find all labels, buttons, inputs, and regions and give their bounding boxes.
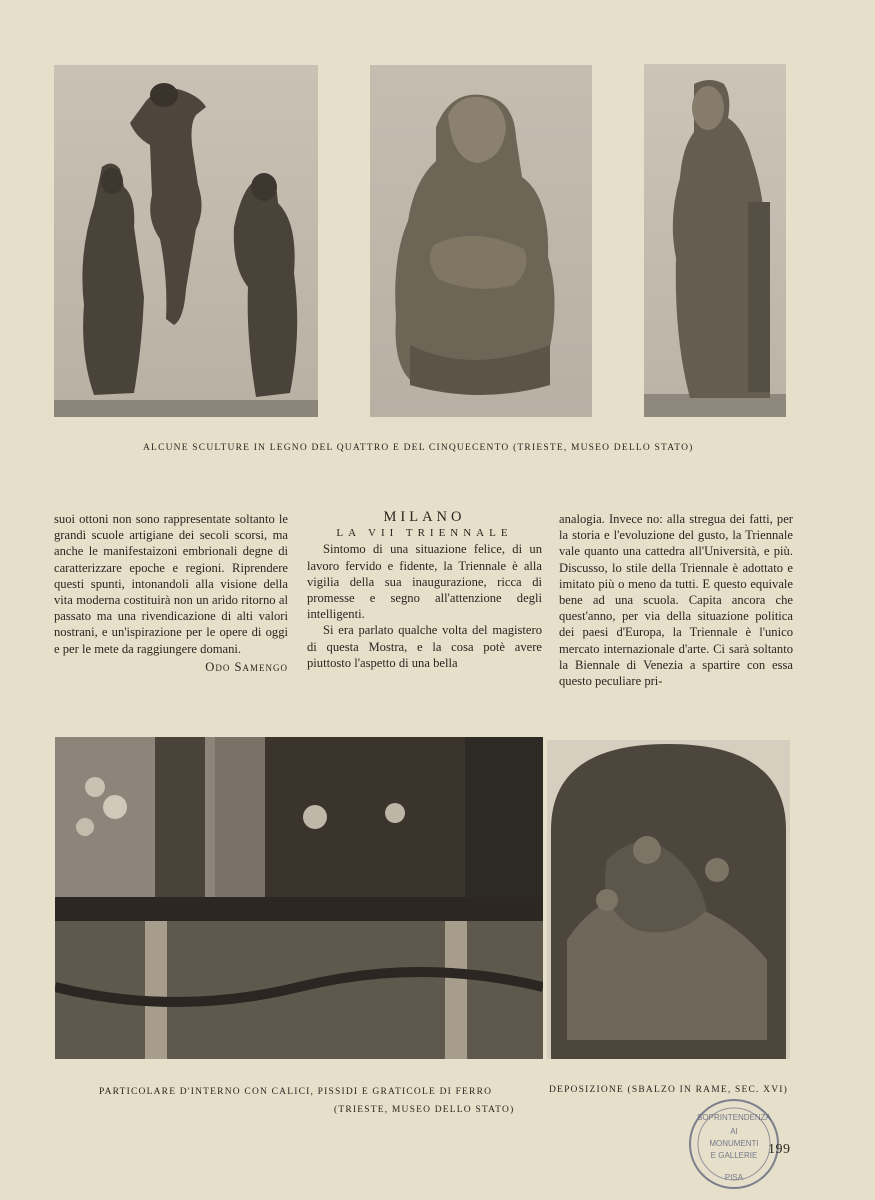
article-author: Odo Samengo (205, 659, 288, 674)
photo-crucifixion-group (54, 65, 318, 417)
column-left (54, 511, 288, 675)
photo-deposition-relief (547, 740, 790, 1059)
paragraph: analogia. Invece no: alla stregua dei fatti, per la storia e l'evoluzione del gusto, la Triennale vale quanto una cattedra all'Università, e più. Discusso, lo stile della Triennale è adottato e imitato più o meno da tutti. E questo equivale bene ad una scuola. Capita ancora che quest'anno, per via della situazione politica dei paesi d'Europa, la Triennale è l'unico mercato internazionale d'arte. Ci sarà soltanto la Biennale di Venezia a spartire con essa questo peculiare pri- (559, 512, 793, 689)
column-middle (307, 509, 542, 671)
photo-madonna-with-child (370, 65, 592, 417)
section-title: MILANO (383, 509, 466, 525)
stamp-text: E GALLERIE (710, 1151, 758, 1160)
page-number: 199 (768, 1142, 791, 1157)
photo-interior-with-chalices (55, 737, 543, 1059)
paragraph: Si era parlato qualche volta del magistero di questa Mostra, e la cosa potè avere piuttosto l'aspetto di una bella (307, 623, 542, 670)
column-right (559, 511, 793, 689)
paragraph: Sintomo di una situazione felice, di un lavoro fervido e fidente, la Triennale è alla vigilia della sua inaugurazione, ricca di promesse e segno all'attenzione degli intelligenti. (307, 542, 542, 622)
photo-standing-saint (644, 64, 786, 417)
stamp-text: PISA (724, 1173, 744, 1182)
bottom-left-caption: PARTICOLARE D'INTERNO CON CALICI, PISSIDI E GRATICOLE DI FERRO (99, 1087, 493, 1097)
stamp-text: AI (730, 1127, 738, 1136)
top-photo-caption: ALCUNE SCULTURE IN LEGNO DEL QUATTRO E DEL CINQUECENTO (TRIESTE, MUSEO DELLO STATO) (143, 443, 694, 453)
bottom-left-caption-location: (TRIESTE, MUSEO DELLO STATO) (334, 1105, 515, 1115)
stamp-text: MONUMENTI (709, 1139, 759, 1148)
stamp-text: SOPRINTENDENZA (697, 1113, 771, 1122)
paragraph: suoi ottoni non sono rappresentate soltanto le grandi scuole artigiane dei secoli scorsi, ma anche le manifestaizoni embrionali degne di caratterizzare epoche e regioni. Riprendere questi spunti, intonandoli alla visione della vita moderna costituirà non un arido ritorno al passato ma una rivendicazione di alti valori nostrani, e un'ispirazione per le opere di oggi e per le mete da raggiungere domani. (54, 512, 288, 656)
section-subtitle: LA VII TRIENNALE (336, 527, 513, 540)
bottom-right-caption: DEPOSIZIONE (SBALZO IN RAME, SEC. XVI) (549, 1085, 789, 1095)
